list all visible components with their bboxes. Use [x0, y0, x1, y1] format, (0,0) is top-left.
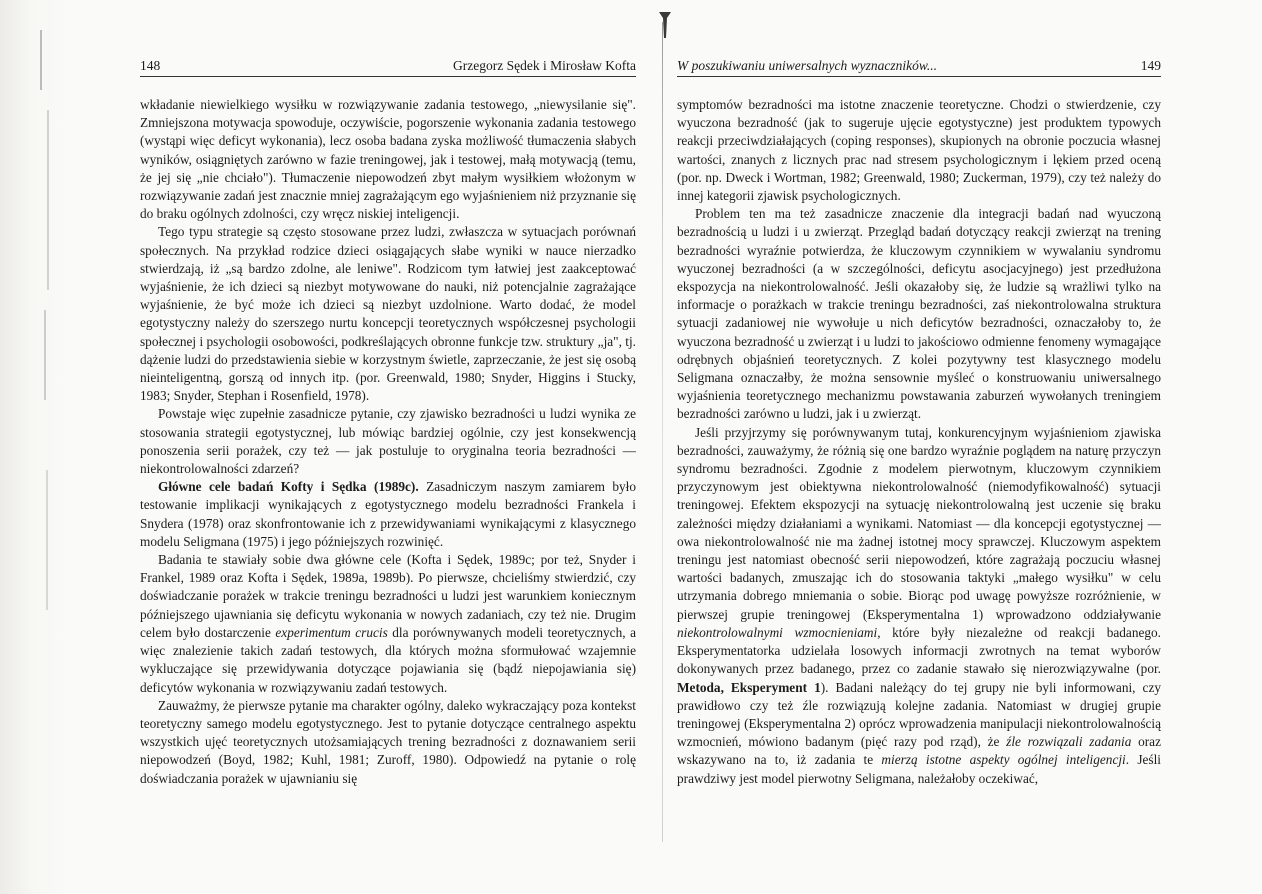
- section-run-in-heading: Główne cele badań Kofty i Sędka (1989c).: [158, 479, 419, 495]
- paragraph: Tego typu strategie są często stosowane przez ludzi, zwłaszcza w sytuacjach porównań społecznych. Na przykład rodzice dzieci osiągających słabe wyniki w nauce nierzadko stwierdzają, iż „są bardzo zdolne, ale leniwe". Rodzicom tym łatwiej jest zaakceptować wyjaśnienie, że ich dzieci są niezbyt motywowane do nauki, niż potencjalnie zagrażające wyjaśnienie, że być może ich dzieci są niezbyt uzdolnione. Warto dodać, że model egotystyczny należy do szerszego nurtu koncepcji teoretycznych współczesnej psychologii społecznej i psychologii osobowości, podkreślających obronne funkcje tzw. struktury „ja", tj. dążenie ludzi do przedstawienia siebie w korzystnym świetle, zaprzeczanie, że jest się osobą nieinteligentną, gorszą od innych itp. (por. Greenwald, 1980; Snyder, Higgins i Stucky, 1983; Snyder, Stephan i Rosenfield, 1978).: [140, 224, 636, 404]
- right-running-title: W poszukiwaniu uniwersalnych wyznaczników...: [677, 58, 937, 73]
- scan-speck: [47, 110, 49, 290]
- left-page: [140, 58, 636, 888]
- paragraph: wkładanie niewielkiego wysiłku w rozwiązywanie zadania testowego, „niewysilanie się". Zmniejszona motywacja spowoduje, oczywiście, pogorszenie wykonania zadania testowego (wystąpi więc deficyt wykonania), lecz osoba badana zyska możliwość tłumaczenia słabych wyników, osiągniętych zarówno w fazie treningowej, jak i testowej, małą motywacją (temu, że jej się „nie chciało"). Tłumaczenie niepowodzeń zbyt małym wysiłkiem włożonym w rozwiązywanie zadań jest znacznie mniej zagrażającym ego wyjaśnieniem niż przyznanie się do braku ogólnych zdolności, czy wręcz niskiej inteligencji.: [140, 97, 636, 222]
- right-page-body: [677, 96, 1161, 788]
- scan-speck: [44, 310, 46, 400]
- spine-tack-mark: [658, 10, 672, 40]
- paragraph: Problem ten ma też zasadnicze znaczenie dla integracji badań nad wyuczoną bezradnością u ludzi i u zwierząt. Przegląd badań dotyczący reakcji zwierząt na trening bezradności wyraźnie potwierdza, że kluczowym czynnikiem w wywalaniu syndromu wyuczonej bezradności (a w szczególności, deficytu asocjacyjnego) jest przedłużona ekspozycja na niekontrolowalność. Jeśli okazałoby się, że ludzie są wrażliwi tylko na informacje o porażkach w trakcie treningu bezradności, zaś niekontrolowalna struktura sytuacji zadaniowej nie wywołuje u nich deficytów bezradności, oznaczałoby to, że wyuczona bezradność u zwierząt i u ludzi to jakościowo odmienne fenomeny wymagające odrębnych objaśnień teoretycznych. Z kolei pozytywny test klasycznego modelu Seligmana oznaczałby, że można sensownie myśleć o konstruowaniu uniwersalnego wyjaśnienia teoretycznego mechanizmu powstawania zaburzeń wywołanych treningiem bezradności zarówno u ludzi, jak i u zwierząt.: [677, 206, 1161, 422]
- scan-shadow-left: [0, 0, 72, 894]
- scan-speck: [40, 30, 42, 90]
- paragraph: Jeśli przyjrzymy się porównywanym tutaj, konkurencyjnym wyjaśnieniom zjawiska bezradności, zauważymy, że różnią się one bardzo wyraźnie poglądem na naturę przyczyn syndromu bezradności. Zgodnie z modelem pierwotnym, kluczowym czynnikiem przyczynowym jest obiektywna niekontrolowalność (niemodyfikowalność) sytuacji treningowej. Efektem ekspozycji na sytuację niekontrolowalną jest uczenie się braku zależności między działaniami a wynikami. Natomiast — dla koncepcji egotystycznej — owa niekontrolowalność nie ma żadnej istotnej mocy sprawczej. Kluczowym aspektem treningu jest natomiast obecność serii niepowodzeń, które zagrażają poczuciu własnej wartości badanych, zmuszając ich do stosowania taktyki „małego wysiłku" w celu utrzymania dobrego mniemania o sobie. Biorąc pod uwagę powyższe rozróżnienie, w pierwszej grupie treningowej (Eksperymentalna 1) wprowadzono oddziaływanie niekontrolowalnymi wzmocnieniami, które były niezależne od reakcji badanego. Eksperymentatorka udzielała losowych informacji zwrotnych na temat wyborów dokonywanych przez badanego, przez co zadanie stawało się nierozwiązywalne (por. Metoda, Eksperyment 1). Badani należący do tej grupy nie byli informowani, czy prawidłowo czy też źle rozwiązują kolejne zadania. Natomiast w drugiej grupie treningowej (Eksperymentalna 2) oprócz wprowadzenia manipulacji niekontrolowalnością wzmocnień, mówiono badanym (pięć razy pod rząd), że źle rozwiązali zadania oraz wskazywano na to, iż zadania te mierzą istotne aspekty ogólnej inteligencji. Jeśli prawdziwy jest model pierwotny Seligmana, należałoby oczekiwać,: [677, 424, 1161, 786]
- scan-speck: [46, 470, 48, 610]
- paragraph: Badania te stawiały sobie dwa główne cele (Kofta i Sędek, 1989c; por też, Snyder i Frankel, 1989 oraz Kofta i Sędek, 1989a, 1989b). Po pierwsze, chcieliśmy stwierdzić, czy doświadczanie porażek w trakcie treningu bezradności u ludzi jest warunkiem koniecznym późniejszego ujawniania się deficytu wykonania w nowych zadaniach, czy też nie. Drugim celem było dostarczenie experimentum crucis dla porównywanych modeli teoretycznych, a więc znalezienie takich zadań testowych, dla których można sformułować wzajemnie wykluczające się przewidywania dotyczące pojawiania się (bądź niepojawiania się) deficytów wykonania w rozwiązywaniu zadań testowych.: [140, 552, 636, 695]
- paragraph: symptomów bezradności ma istotne znaczenie teoretyczne. Chodzi o stwierdzenie, czy wyuczona bezradność (jak to sugeruje ujęcie egotystyczne) jest produktem typowych reakcji przeciwdziałających (coping responses), skupionych na obronie poczucia własnej wartości, znanych z licznych prac nad stresem psychologicznym i lękiem przed oceną (por. np. Dweck i Wortman, 1982; Greenwald, 1980; Zuckerman, 1979), czy też należy do innej kategorii zjawisk psychologicznych.: [677, 97, 1161, 204]
- book-spine: [662, 22, 663, 842]
- right-page: [677, 58, 1161, 888]
- paragraph: Główne cele badań Kofty i Sędka (1989c). Zasadniczym naszym zamiarem było testowanie implikacji wynikających z egotystycznego modelu bezradności Frankela i Snydera (1978) oraz skonfrontowanie ich z przewidywaniami wynikającymi z klasycznego modelu Seligmana (1975) i jego późniejszych rozwinięć.: [140, 479, 636, 549]
- left-running-title: Grzegorz Sędek i Mirosław Kofta: [453, 58, 636, 73]
- paragraph: Powstaje więc zupełnie zasadnicze pytanie, czy zjawisko bezradności u ludzi wynika ze stosowania strategii egotystycznej, lub mówiąc bardziej ogólnie, czy jest konsekwencją ponoszenia serii porażek, czy też — jak postuluje to oryginalna teoria bezradności — niekontrolowalności zdarzeń?: [140, 406, 636, 477]
- right-running-head: [677, 58, 1161, 77]
- left-page-body: [140, 96, 636, 788]
- left-page-number: 148: [140, 58, 161, 73]
- right-page-number: 149: [1140, 58, 1161, 73]
- left-running-head: [140, 58, 636, 77]
- paragraph: Zauważmy, że pierwsze pytanie ma charakter ogólny, daleko wykraczający poza kontekst teoretyczny samego modelu egotystycznego. Jest to pytanie dotyczące centralnego aspektu wszystkich ujęć teoretycznych utożsamiających trening bezradności z doznawaniem serii niepowodzeń (Boyd, 1982; Kuhl, 1981; Zuroff, 1980). Odpowiedź na pytanie o rolę doświadczania porażek w ujawnianiu się: [140, 697, 636, 786]
